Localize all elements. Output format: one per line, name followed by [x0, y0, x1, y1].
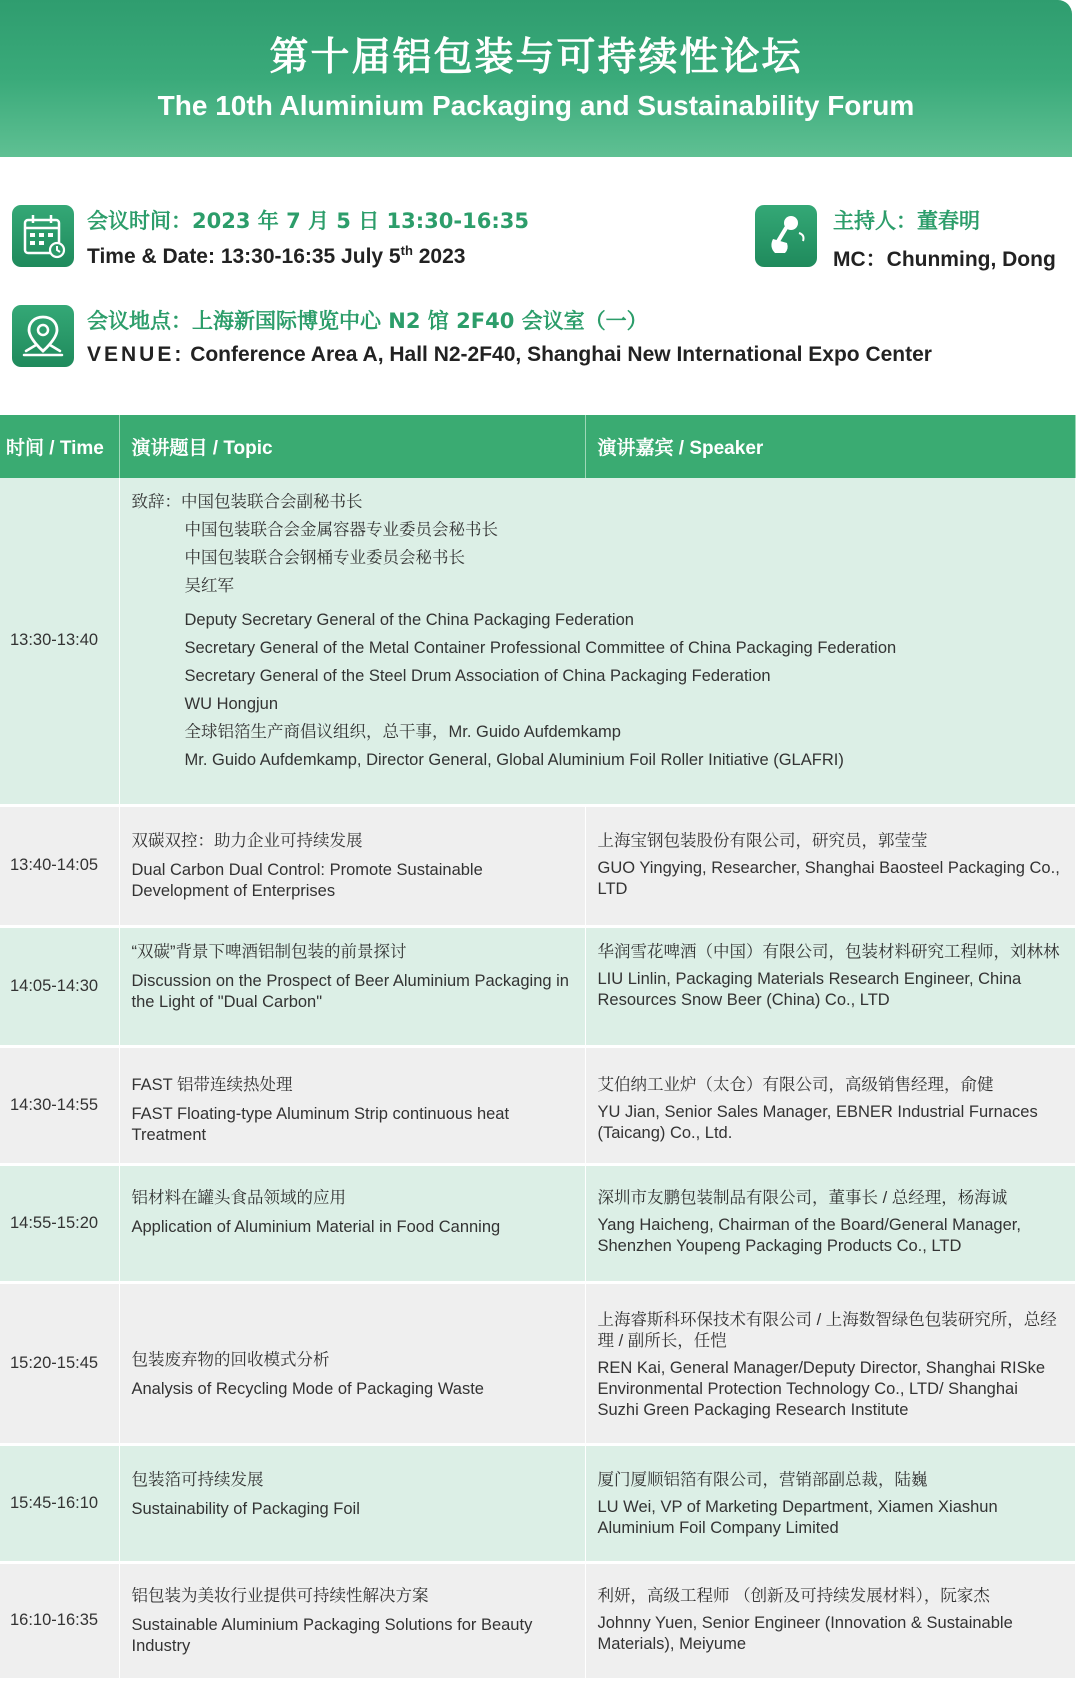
session-topic — [119, 926, 585, 1046]
opening-line: Secretary General of the Steel Drum Association of China Packaging Federation — [184, 667, 771, 685]
topic-en: Sustainable Aluminium Packaging Solutions for Beauty Industry — [131, 1615, 533, 1655]
topic-zh: 铝材料在罐头食品领域的应用 — [131, 1188, 346, 1207]
forum-title-en: The 10th Aluminium Packaging and Sustainability Forum — [157, 90, 915, 121]
session-topic — [119, 1282, 585, 1444]
session-time: 14:30-14:55 — [0, 1046, 119, 1164]
topic-en: FAST Floating-type Aluminum Strip continuous heat Treatment — [131, 1104, 510, 1144]
session-time: 15:45-16:10 — [0, 1444, 119, 1562]
opening-line: Mr. Guido Aufdemkamp, Director General, Global Aluminium Foil Roller Initiative (GLAFRI) — [184, 751, 844, 769]
table-row — [0, 805, 1075, 926]
speaker-en: Yang Haicheng, Chairman of the Board/General Manager, Shenzhen Youpeng Packaging Products Co., LTD — [597, 1215, 1021, 1255]
speaker-en: YU Jian, Senior Sales Manager, EBNER Industrial Furnaces (Taicang) Co., Ltd. — [597, 1102, 1038, 1142]
session-time: 16:10-16:35 — [0, 1562, 119, 1678]
venue-en: VENUE: Conference Area A, Hall N2-2F40, Shanghai New International Expo Center — [87, 343, 932, 366]
table-row — [0, 1444, 1075, 1562]
session-time: 13:30-13:40 — [0, 478, 119, 805]
speaker-en: LIU Linlin, Packaging Materials Research Engineer, China Resources Snow Beer (China) Co., LTD — [597, 969, 1022, 1009]
opening-line: 致辞：中国包装联合会副秘书长 — [131, 493, 363, 511]
session-speaker — [585, 1444, 1075, 1562]
mc-en: MC：Chunming, Dong — [833, 248, 1056, 271]
topic-zh: FAST 铝带连续热处理 — [131, 1075, 293, 1094]
speaker-zh: 华润雪花啤酒（中国）有限公司，包装材料研究工程师，刘林林 — [597, 942, 1060, 961]
table-row — [0, 926, 1075, 1046]
location-pin-icon — [12, 305, 74, 367]
table-row — [0, 1164, 1075, 1282]
speaker-zh: 上海睿斯科环保技术有限公司 / 上海数智绿色包装研究所，总经理 / 副所长，任恺 — [597, 1310, 1057, 1350]
session-speaker — [585, 1282, 1075, 1444]
session-topic — [119, 1444, 585, 1562]
opening-line: 中国包装联合会钢桶专业委员会秘书长 — [184, 549, 465, 567]
speaker-zh: 利妍，高级工程师 （创新及可持续发展材料），阮家杰 — [597, 1586, 990, 1605]
calendar-icon — [12, 205, 74, 267]
session-time: 14:55-15:20 — [0, 1164, 119, 1282]
table-row — [0, 1562, 1075, 1678]
opening-line: Deputy Secretary General of the China Packaging Federation — [184, 611, 634, 629]
speaker-zh: 上海宝钢包装股份有限公司，研究员，郭莹莹 — [597, 831, 928, 850]
topic-en: Application of Aluminium Material in Food Canning — [131, 1217, 501, 1236]
topic-zh: “双碳”背景下啤酒铝制包装的前景探讨 — [131, 942, 407, 961]
topic-en: Sustainability of Packaging Foil — [131, 1499, 360, 1518]
topic-zh: 双碳双控：助力企业可持续发展 — [131, 831, 363, 850]
session-topic — [119, 1562, 585, 1678]
speaker-en: Johnny Yuen, Senior Engineer (Innovation & Sustainable Materials), Meiyume — [597, 1613, 1013, 1653]
meeting-time-en: Time & Date: 13:30-16:35 July 5th 2023 — [87, 243, 466, 268]
speaker-zh: 厦门厦顺铝箔有限公司，营销部副总裁，陆巍 — [597, 1470, 928, 1489]
speaker-en: LU Wei, VP of Marketing Department, Xiamen Xiashun Aluminium Foil Company Limited — [597, 1497, 998, 1537]
table-header-row — [0, 415, 1075, 478]
session-speaker — [585, 1046, 1075, 1164]
speaker-en: REN Kai, General Manager/Deputy Director, Shanghai RISke Environmental Protection Technology Co., LTD/ Shanghai Suzhi Green Packaging Research Institute — [597, 1358, 1046, 1419]
session-speaker — [585, 1164, 1075, 1282]
schedule-table — [0, 415, 1076, 1678]
forum-header — [0, 0, 1072, 157]
table-row — [0, 1046, 1075, 1164]
header-speaker: 演讲嘉宾 / Speaker — [585, 415, 1075, 478]
session-topic — [119, 805, 585, 926]
mc-zh: 主持人：董春明 — [833, 209, 980, 233]
speaker-zh: 艾伯纳工业炉（太仓）有限公司，高级销售经理，俞健 — [597, 1075, 994, 1094]
opening-line: Secretary General of the Metal Container Professional Committee of China Packaging Federation — [184, 639, 897, 657]
speaker-zh: 深圳市友鹏包装制品有限公司，董事长 / 总经理，杨海诚 — [597, 1188, 1008, 1207]
session-time: 15:20-15:45 — [0, 1282, 119, 1444]
opening-line: WU Hongjun — [184, 695, 279, 713]
session-speaker — [585, 805, 1075, 926]
session-time: 13:40-14:05 — [0, 805, 119, 926]
header-time: 时间 / Time — [0, 415, 119, 478]
session-rows — [0, 805, 1075, 1678]
session-speaker — [585, 926, 1075, 1046]
session-topic — [119, 1046, 585, 1164]
speaker-en: GUO Yingying, Researcher, Shanghai Baosteel Packaging Co., LTD — [597, 858, 1060, 898]
opening-line: 中国包装联合会金属容器专业委员会秘书长 — [184, 521, 498, 539]
table-row — [0, 478, 1075, 805]
opening-remarks — [119, 478, 1075, 805]
topic-en: Analysis of Recycling Mode of Packaging Waste — [131, 1379, 484, 1398]
topic-zh: 包装箔可持续发展 — [131, 1470, 264, 1489]
opening-line: 吴红军 — [184, 577, 234, 595]
opening-line: 全球铝箔生产商倡议组织，总干事，Mr. Guido Aufdemkamp — [184, 723, 621, 741]
session-speaker — [585, 1562, 1075, 1678]
forum-title-zh: 第十届铝包装与可持续性论坛 — [269, 35, 803, 80]
topic-en: Dual Carbon Dual Control: Promote Sustainable Development of Enterprises — [131, 860, 483, 900]
meeting-time-zh: 会议时间：2023 年 7 月 5 日 13:30-16:35 — [87, 209, 529, 233]
topic-zh: 铝包装为美妆行业提供可持续性解决方案 — [131, 1586, 429, 1605]
topic-zh: 包装废弃物的回收模式分析 — [131, 1350, 330, 1369]
header-topic: 演讲题目 / Topic — [119, 415, 585, 478]
session-time: 14:05-14:30 — [0, 926, 119, 1046]
microphone-icon — [755, 205, 817, 267]
topic-en: Discussion on the Prospect of Beer Aluminium Packaging in the Light of "Dual Carbon" — [131, 971, 569, 1011]
table-row — [0, 1282, 1075, 1444]
session-topic — [119, 1164, 585, 1282]
venue-zh: 会议地点：上海新国际博览中心 N2 馆 2F40 会议室（一） — [87, 309, 648, 333]
